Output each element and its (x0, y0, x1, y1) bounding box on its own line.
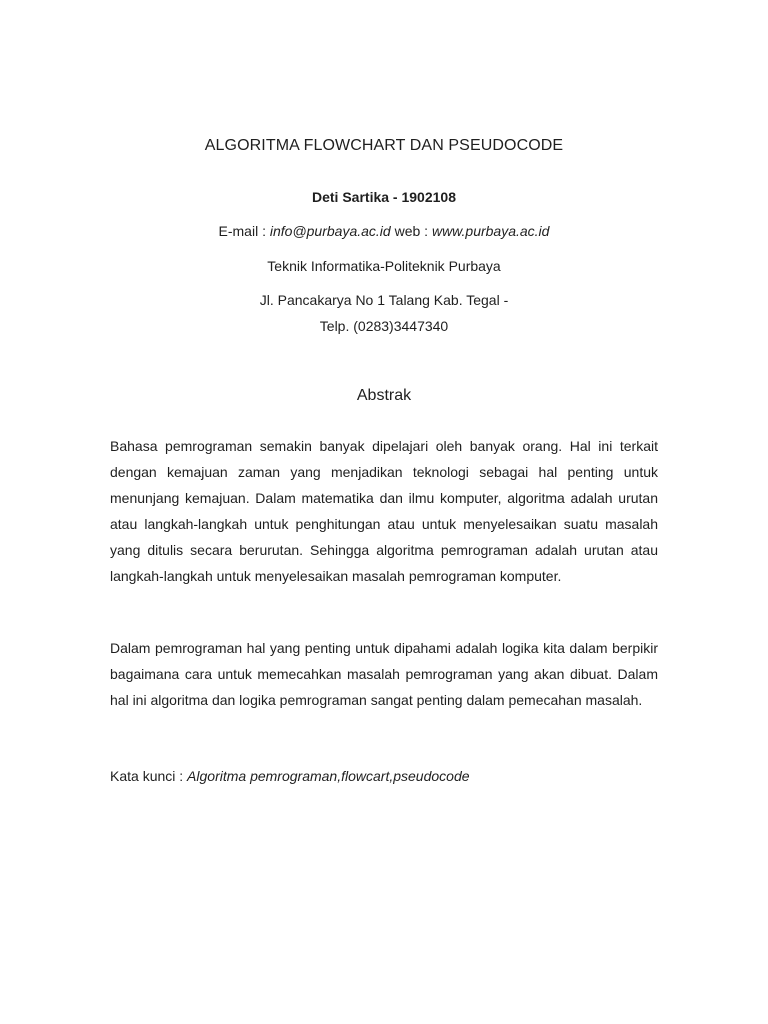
abstract-paragraph-2: Dalam pemrograman hal yang penting untuk dipahami adalah logika kita dalam berpikir bagaimana cara untuk memecahkan masalah pemrograman yang akan dibuat. Dalam hal ini algoritma dan logika pemrograman sangat penting dalam pemecahan masalah. (110, 640, 658, 708)
abstract-heading: Abstrak (356, 387, 412, 404)
author-line: Deti Sartika - 1902108 (312, 189, 456, 205)
keywords-line (110, 763, 658, 789)
address-line-2: Telp. (0283)3447340 (319, 318, 449, 334)
keywords-value: Algoritma pemrograman,flowcart,pseudocode (187, 768, 470, 784)
email-label: E-mail : (218, 223, 270, 239)
web-address: www.purbaya.ac.id (431, 223, 550, 239)
web-label: web : (390, 223, 432, 239)
institution-line: Teknik Informatika-Politeknik Purbaya (267, 258, 501, 274)
address-line-1: Jl. Pancakarya No 1 Talang Kab. Tegal - (259, 292, 509, 308)
keywords-separator: : (175, 768, 188, 784)
keywords-label: Kata kunci (110, 768, 176, 784)
email-address: info@purbaya.ac.id (269, 223, 391, 239)
contact-line (0, 223, 768, 239)
paper-title: ALGORITMA FLOWCHART DAN PSEUDOCODE (204, 137, 564, 154)
abstract-paragraph-1: Bahasa pemrograman semakin banyak dipelajari oleh banyak orang. Hal ini terkait dengan kemajuan zaman yang menjadikan teknologi sebagai hal penting untuk menunjang kemajuan. Dalam matematika dan ilmu komputer, algoritma adalah urutan atau langkah-langkah untuk penghitungan atau untuk menyelesaikan suatu masalah yang ditulis secara berurutan. Sehingga algoritma pemrograman adalah urutan atau langkah-langkah untuk menyelesaikan masalah pemrograman komputer. (110, 438, 658, 584)
